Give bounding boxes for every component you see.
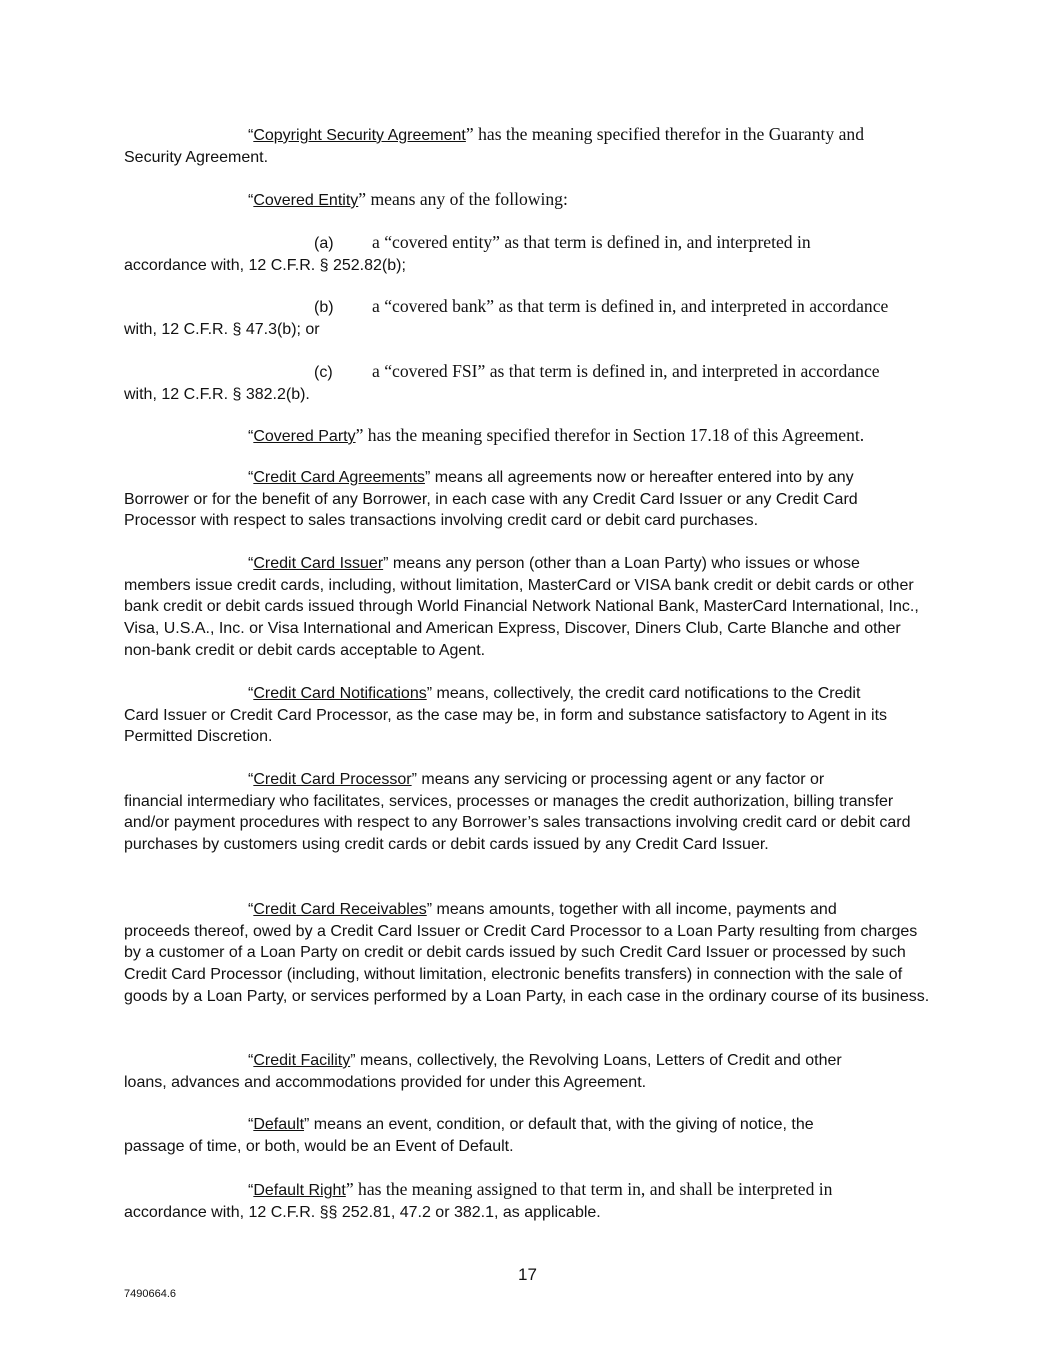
defined-term: Copyright Security Agreement bbox=[253, 127, 466, 144]
definition-covered-party bbox=[124, 425, 932, 448]
clause-text: a “covered FSI” as that term is defined in, and interpreted in accordance bbox=[372, 361, 880, 381]
defined-term: Default Right bbox=[253, 1182, 346, 1199]
definition-text-continued: loans, advances and accommodations provided for under this Agreement. bbox=[124, 1073, 647, 1091]
definition-credit-card-agreements bbox=[124, 467, 932, 532]
definition-text: ” means, collectively, the Revolving Loans, Letters of Credit and other bbox=[350, 1052, 842, 1069]
defined-term: Credit Facility bbox=[253, 1052, 351, 1069]
definition-text: ” means any of the following: bbox=[358, 189, 568, 209]
definition-text-continued: Card Issuer or Credit Card Processor, as the case may be, in form and substance satisfactory to Agent in its Permitted Discretion. bbox=[124, 706, 888, 746]
definition-text: ” has the meaning assigned to that term in, and shall be interpreted in bbox=[345, 1179, 833, 1199]
open-quote: “ bbox=[248, 469, 254, 486]
clause-c bbox=[124, 361, 932, 405]
open-quote: “ bbox=[248, 1052, 254, 1069]
open-quote: “ bbox=[248, 1116, 254, 1133]
definition-text-continued: Borrower or for the benefit of any Borrower, in each case with any Credit Card Issuer or any Credit Card Processor with respect to sales transactions involving credit card or debit card purchases. bbox=[124, 490, 858, 530]
open-quote: “ bbox=[248, 192, 254, 209]
definition-text-continued: passage of time, or both, would be an Event of Default. bbox=[124, 1137, 514, 1155]
clause-label: (c) bbox=[314, 364, 333, 381]
definition-copyright-security-agreement bbox=[124, 124, 932, 168]
definition-text-continued: proceeds thereof, owed by a Credit Card Issuer or Credit Card Processor to a Loan Party resulting from charges by a customer of a Loan Party on credit or debit cards issued by such Credit Card Issuer or processed by such Credit Card Processor (including, without limitation, electronic benefits transfers) in connection with the sale of goods by a Loan Party, or services performed by a Loan Party, in each case in the ordinary course of its business. bbox=[124, 922, 930, 1005]
defined-term: Covered Entity bbox=[253, 192, 359, 209]
definition-text: ” means an event, condition, or default that, with the giving of notice, the bbox=[304, 1116, 814, 1133]
definition-credit-card-receivables bbox=[124, 899, 932, 1008]
clause-b bbox=[124, 296, 932, 340]
clause-a bbox=[124, 232, 932, 276]
open-quote: “ bbox=[248, 1182, 254, 1199]
definition-text: ” means any servicing or processing agent or any factor or bbox=[411, 771, 825, 788]
open-quote: “ bbox=[248, 901, 254, 918]
defined-term: Covered Party bbox=[253, 428, 356, 445]
definition-credit-card-processor bbox=[124, 769, 932, 856]
definition-text: ” means amounts, together with all income, payments and bbox=[426, 901, 837, 918]
definition-covered-entity bbox=[124, 189, 932, 212]
definition-text: ” has the meaning specified therefor in Section 17.18 of this Agreement. bbox=[355, 425, 865, 445]
definition-text: ” means, collectively, the credit card notifications to the Credit bbox=[426, 685, 861, 702]
defined-term: Credit Card Receivables bbox=[253, 901, 427, 918]
definition-text-continued: accordance with, 12 C.F.R. §§ 252.81, 47.2 or 382.1, as applicable. bbox=[124, 1203, 601, 1221]
clause-text: a “covered bank” as that term is defined in, and interpreted in accordance bbox=[372, 296, 889, 316]
open-quote: “ bbox=[248, 127, 254, 144]
definition-text: ” means any person (other than a Loan Party) who issues or whose bbox=[383, 555, 860, 572]
clause-label: (b) bbox=[314, 299, 334, 316]
open-quote: “ bbox=[248, 428, 254, 445]
open-quote: “ bbox=[248, 685, 254, 702]
definition-text: ” means all agreements now or hereafter entered into by any bbox=[424, 469, 854, 486]
definition-credit-facility bbox=[124, 1050, 932, 1093]
definition-text-continued: Security Agreement. bbox=[124, 148, 269, 166]
page-number: 17 bbox=[518, 1265, 537, 1284]
clause-text-continued: with, 12 C.F.R. § 382.2(b). bbox=[124, 385, 310, 403]
definition-credit-card-issuer bbox=[124, 553, 932, 662]
clause-text-continued: accordance with, 12 C.F.R. § 252.82(b); bbox=[124, 256, 406, 274]
defined-term: Credit Card Agreements bbox=[253, 469, 425, 486]
defined-term: Credit Card Issuer bbox=[253, 555, 384, 572]
definition-text: ” has the meaning specified therefor in the Guaranty and bbox=[465, 124, 865, 144]
defined-term: Credit Card Notifications bbox=[253, 685, 427, 702]
open-quote: “ bbox=[248, 555, 254, 572]
defined-term: Default bbox=[253, 1116, 305, 1133]
definition-default-right bbox=[124, 1179, 932, 1223]
definition-text-continued: financial intermediary who facilitates, services, processes or manages the credit authorization, billing transfer and/or payment procedures with respect to any Borrower’s sales transactions involving credit card or debit card purchases by customers using credit cards or debit cards issued by any Credit Card Issuer. bbox=[124, 792, 911, 854]
clause-label: (a) bbox=[314, 235, 334, 252]
clause-text-continued: with, 12 C.F.R. § 47.3(b); or bbox=[124, 320, 320, 338]
open-quote: “ bbox=[248, 771, 254, 788]
document-id: 7490664.6 bbox=[124, 1288, 176, 1300]
clause-text: a “covered entity” as that term is defined in, and interpreted in bbox=[372, 232, 811, 252]
definition-default bbox=[124, 1114, 932, 1157]
definition-text-continued: members issue credit cards, including, without limitation, MasterCard or VISA bank credit or debit cards or other bank credit or debit cards issued through World Financial Network National Bank, MasterCard International, Inc., Visa, U.S.A., Inc. or Visa International and American Express, Discover, Diners Club, Carte Blanche and other non-bank credit or debit cards acceptable to Agent. bbox=[124, 576, 919, 659]
defined-term: Credit Card Processor bbox=[253, 771, 412, 788]
definition-credit-card-notifications bbox=[124, 683, 932, 748]
